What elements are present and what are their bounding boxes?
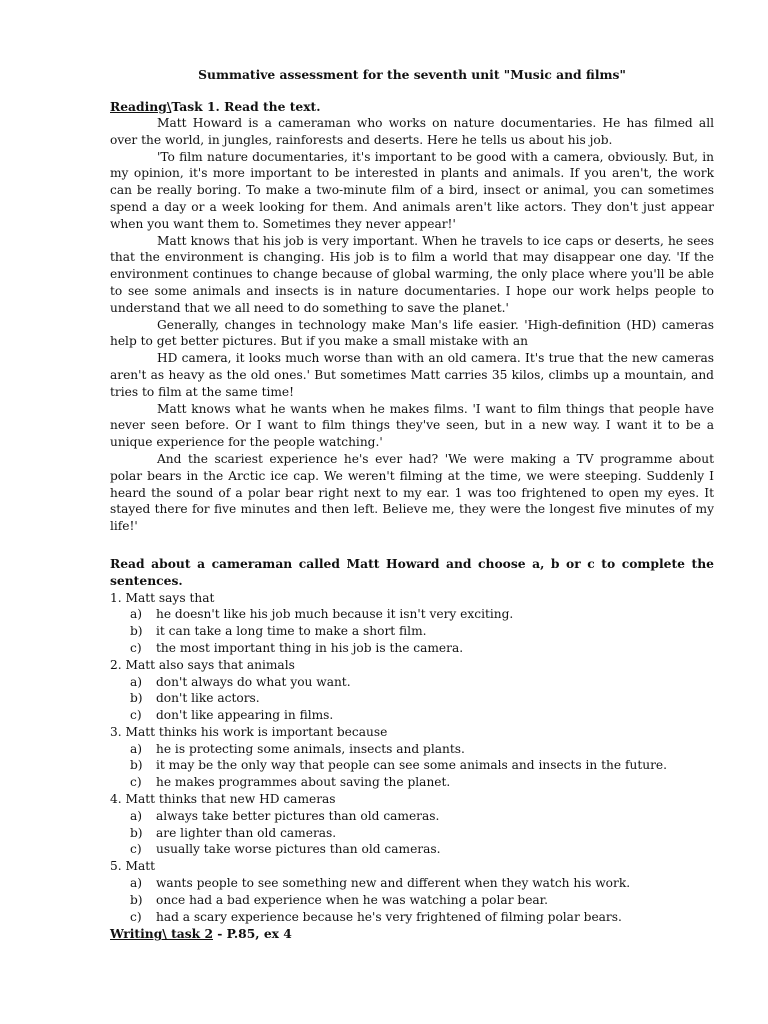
option-list — [110, 606, 714, 656]
writing-task-heading — [110, 925, 714, 942]
option-item — [110, 892, 714, 909]
option-item — [110, 841, 714, 858]
task-instruction: Read about a cameraman called Matt Howard and choose a, b or c to complete the sentences. — [110, 555, 714, 588]
option-item — [110, 623, 714, 640]
reading-label: Reading\ — [110, 99, 172, 114]
option-text: it can take a long time to make a short film. — [156, 624, 427, 639]
option-text: don't like actors. — [156, 691, 260, 706]
reading-paragraph: And the scariest experience he's ever had? 'We were making a TV programme about polar bears in the Arctic ice cap. We weren't filming at the time, we were steeping. Suddenly I heard the sound of a polar bear right next to my ear. 1 was too frightened to open my eyes. It stayed there for five minutes and then left. Believe me, they were the longest five minutes of my life!' — [110, 451, 714, 534]
option-text: always take better pictures than old cameras. — [156, 808, 440, 823]
writing-label: Writing\ task 2 — [110, 926, 213, 942]
reading-paragraph: Matt Howard is a cameraman who works on nature documentaries. He has filmed all over the world, in jungles, rainforests and deserts. Here he tells us about his job. — [110, 116, 714, 147]
question-4 — [110, 791, 714, 858]
question-stem: 1. Matt says that — [110, 590, 215, 605]
question-list — [110, 590, 714, 926]
option-item — [110, 606, 714, 623]
option-item — [110, 741, 714, 758]
document-page — [110, 66, 714, 942]
option-letter: b) — [130, 892, 143, 907]
question-stem: 4. Matt thinks that new HD cameras — [110, 792, 336, 807]
option-text: usually take worse pictures than old cameras. — [156, 842, 441, 857]
option-item — [110, 875, 714, 892]
reading-paragraph: 'To film nature documentaries, it's important to be good with a camera, obviously. But, in my opinion, it's more important to be interested in plants and animals. If you aren't, the work can be really boring. To make a two-minute film of a bird, insect or animal, you can sometimes spend a day or a week looking for them. And animals aren't like actors. They don't just appear when you want them to. Sometimes they never appear!' — [110, 149, 714, 231]
option-item — [110, 825, 714, 842]
option-text: it may be the only way that people can see some animals and insects in the future. — [156, 758, 667, 773]
question-2 — [110, 657, 714, 724]
option-item — [110, 674, 714, 691]
reading-task-label: Task 1. Read the text. — [171, 99, 321, 114]
option-letter: c) — [130, 775, 142, 790]
option-text: once had a bad experience when he was watching a polar bear. — [156, 892, 549, 907]
question-1 — [110, 590, 714, 657]
option-list — [110, 875, 714, 925]
option-text: are lighter than old cameras. — [156, 825, 337, 840]
option-item — [110, 690, 714, 707]
option-item — [110, 707, 714, 724]
option-text: had a scary experience because he's very frightened of filming polar bears. — [156, 909, 622, 924]
question-5 — [110, 858, 714, 925]
reading-paragraph: Generally, changes in technology make Man's life easier. 'High-definition (HD) cameras help to get better pictures. But if you make a small mistake with an — [110, 317, 714, 349]
reading-paragraph: Matt knows what he wants when he makes films. 'I want to film things that people have never seen before. Or I want to film things they've seen, but in a new way. I want it to be a unique experience for the people watching.' — [110, 401, 714, 450]
option-letter: b) — [130, 758, 143, 773]
option-letter: a) — [130, 876, 143, 891]
reading-paragraph: Matt knows that his job is very important. When he travels to ice caps or deserts, he sees that the environment is changing. His job is to film a world that may disappear one day. 'If the environment continues to change because of global warming, the only place where you'll be able to see some animals and insects is in nature documentaries. I hope our work helps people to understand that we all need to do something to save the planet.' — [110, 233, 714, 315]
question-3 — [110, 724, 714, 791]
question-stem: 3. Matt thinks his work is important because — [110, 724, 388, 739]
option-list — [110, 808, 714, 858]
document-title: Summative assessment for the seventh unit "Music and films" — [198, 67, 626, 82]
option-letter: a) — [130, 607, 143, 622]
option-list — [110, 674, 714, 724]
option-letter: b) — [130, 825, 143, 840]
option-letter: b) — [130, 691, 143, 706]
option-text: he makes programmes about saving the planet. — [156, 775, 451, 790]
option-letter: c) — [130, 842, 142, 857]
option-text: don't like appearing in films. — [156, 708, 334, 723]
option-text: wants people to see something new and different when they watch his work. — [156, 876, 631, 891]
option-text: he doesn't like his job much because it isn't very exciting. — [156, 607, 514, 622]
writing-page-reference: - P.85, ex 4 — [213, 926, 292, 942]
option-text: he is protecting some animals, insects and plants. — [156, 741, 465, 756]
option-letter: a) — [130, 741, 143, 756]
option-letter: b) — [130, 624, 143, 639]
option-text: don't always do what you want. — [156, 674, 351, 689]
option-item — [110, 757, 714, 774]
question-stem: 5. Matt — [110, 859, 156, 874]
option-letter: a) — [130, 808, 143, 823]
question-stem: 2. Matt also says that animals — [110, 657, 295, 672]
option-text: the most important thing in his job is the camera. — [156, 640, 464, 655]
option-letter: c) — [130, 708, 142, 723]
option-list — [110, 741, 714, 791]
option-item — [110, 808, 714, 825]
reading-task-heading — [110, 98, 714, 115]
option-item — [110, 909, 714, 926]
reading-text — [110, 115, 714, 535]
option-letter: c) — [130, 909, 142, 924]
option-letter: a) — [130, 674, 143, 689]
option-letter: c) — [130, 640, 142, 655]
reading-paragraph: HD camera, it looks much worse than with an old camera. It's true that the new cameras aren't as heavy as the old ones.' But sometimes Matt carries 35 kilos, climbs up a mountain, and tries to film at the same time! — [110, 351, 714, 399]
option-item — [110, 640, 714, 657]
option-item — [110, 774, 714, 791]
